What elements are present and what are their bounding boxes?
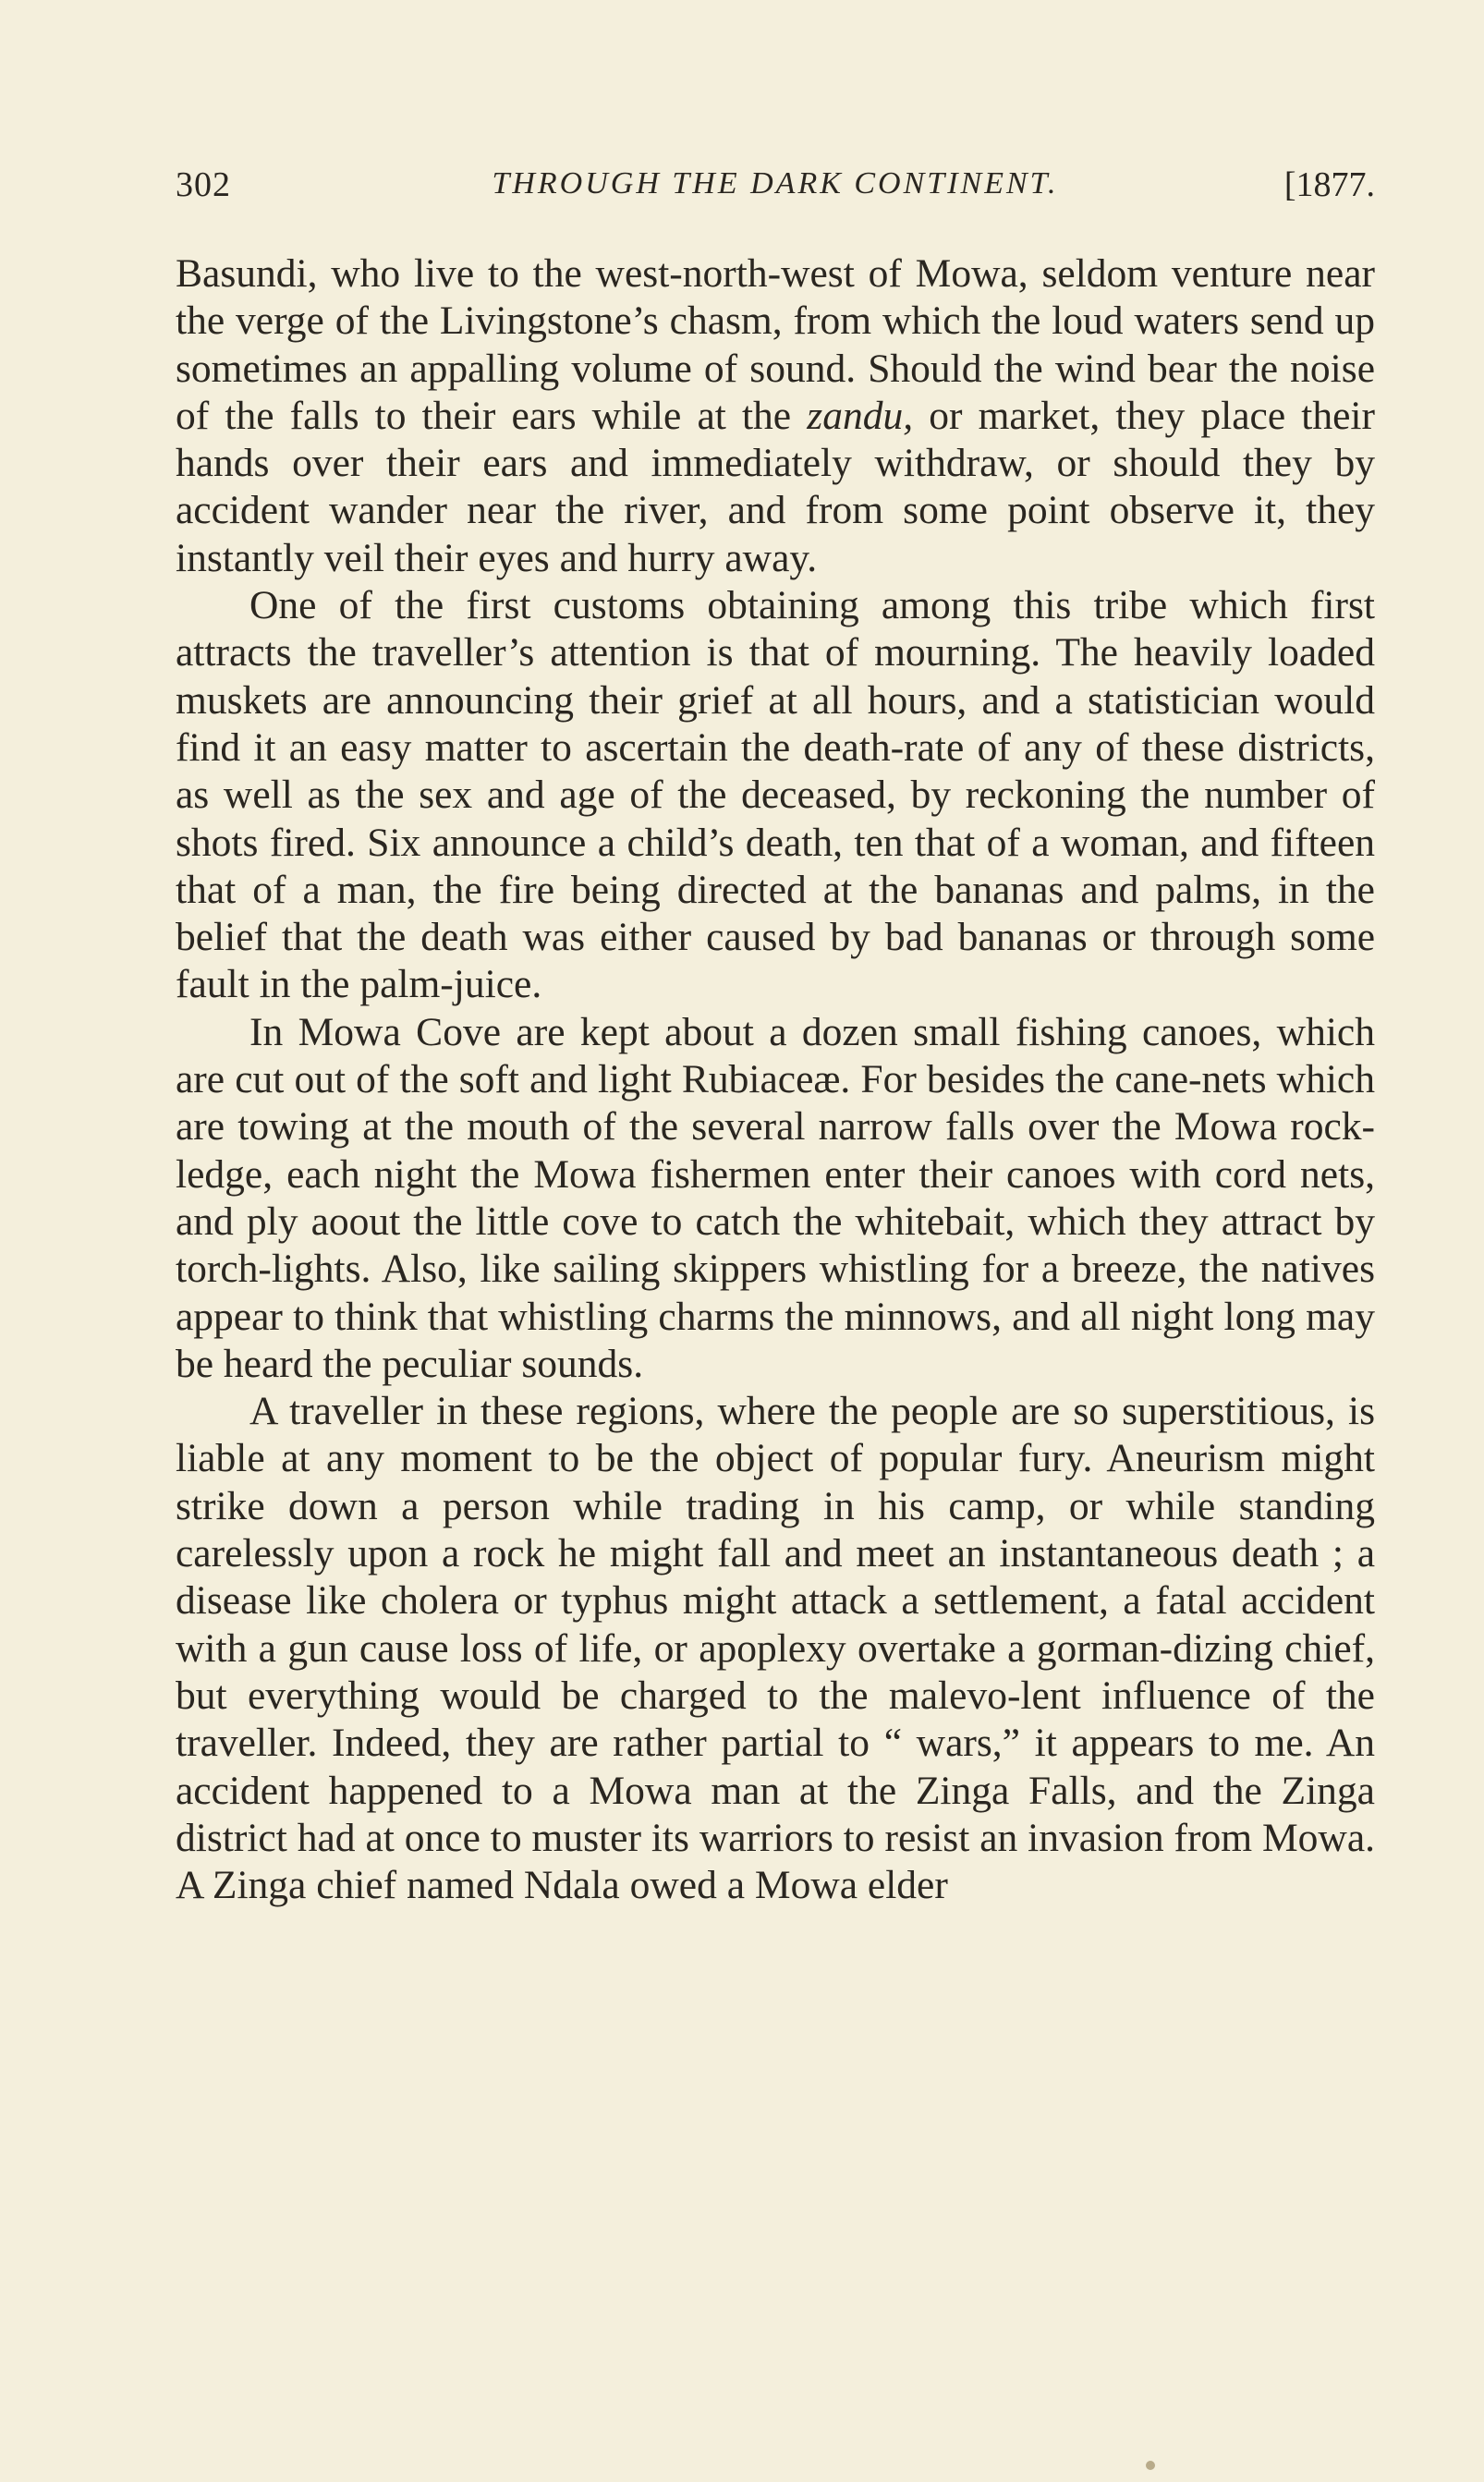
paragraph-mourning: One of the first customs obtaining among this tribe which first attracts the traveller’s attention is that of mourning. The heavily loaded muskets are announcing their grief at all hours, and a statistician would find it an easy matter to ascertain the death-rate of any of these districts, as well as the sex and age of the deceased, by reckoning the number of shots fired. Six announce a child’s death, ten that of a woman, and fifteen that of a man, the fire being directed at the bananas and palms, in the belief that the death was either caused by bad bananas or through some fault in the palm-juice. [176, 583, 1375, 1007]
paragraph-mowa-cove: In Mowa Cove are kept about a dozen small fishing canoes, which are cut out of the soft and light Rubiaceæ. For besides the cane-nets which are towing at the mouth of the several narrow falls over the Mowa rock-ledge, each night the Mowa fishermen enter their canoes with cord nets, and ply aoout the little cove to catch the whitebait, which they attract by torch-lights. Also, like sailing skippers whistling for a breeze, the natives appear to think that whistling charms the minnows, and all night long may be heard the peculiar sounds. [176, 1009, 1375, 1386]
paragraph-text: or market, they place their hands over their ears and immediately withdraw, or should they by accident wander near the river, and from some point observe it, they instantly veil their eyes and hurry away. [176, 393, 1376, 580]
italic-term-zandu: zandu, [807, 393, 914, 438]
body-text [176, 250, 1375, 1909]
paragraph-text: Basundi, who live to the west-north-west of Mowa, seldom venture near the verge of the Livingstone’s chasm, from which the loud waters send up sometimes an appalling volume of sound. Should the wind bear the noise of the falls to their ears while at the [176, 251, 1375, 438]
paragraph-traveller: A traveller in these regions, where the people are so superstitious, is liable at any moment to be the object of popular fury. Aneurism might strike down a person while trading in his camp, or while standing carelessly upon a rock he might fall and meet an instantaneous death ; a disease like cholera or typhus might attack a settlement, a fatal accident with a gun cause loss of life, or apoplexy overtake a gorman-dizing chief, but everything would be charged to the malevo-lent influence of the traveller. Indeed, they are rather partial to “ wars,” it appears to me. An accident happened to a Mowa man at the Zinga Falls, and the Zinga district had at once to muster its warriors to resist an invasion from Mowa. A Zinga chief named Ndala owed a Mowa elder [176, 1389, 1375, 1908]
running-head [176, 164, 1375, 216]
paper-speck [1146, 2461, 1155, 2470]
running-year: [1877. [1283, 165, 1375, 204]
page-number: 302 [176, 165, 231, 204]
paragraph-basundi [176, 250, 1375, 582]
running-title: THROUGH THE DARK CONTINENT. [492, 166, 1059, 201]
